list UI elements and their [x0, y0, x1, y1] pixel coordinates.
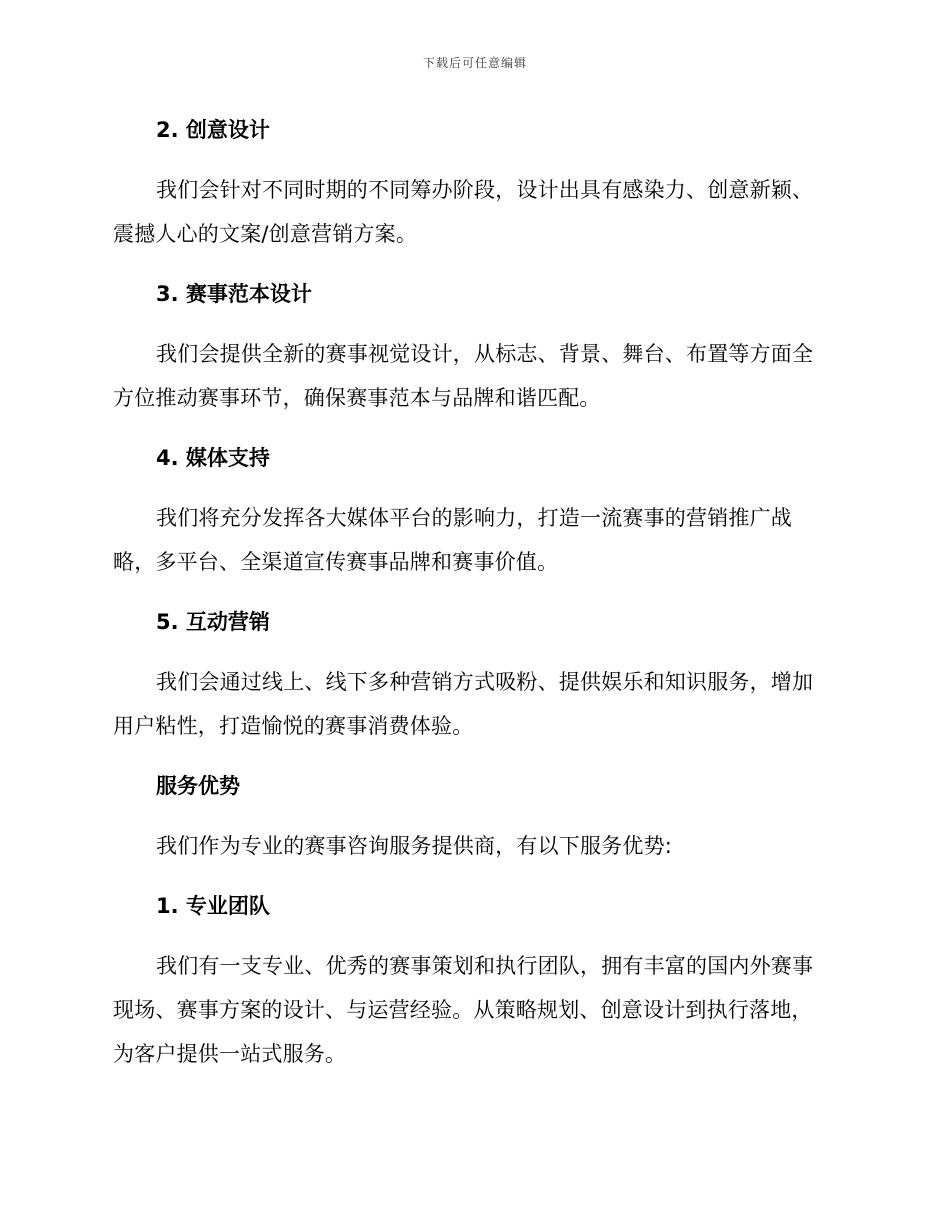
section-heading: 2. 创意设计 — [156, 118, 270, 142]
document-body — [113, 112, 833, 1076]
section-creative-design — [113, 112, 833, 276]
section-service-advantages — [113, 768, 833, 888]
section-paragraph: 我们会提供全新的赛事视觉设计，从标志、背景、舞台、布置等方面全方位推动赛事环节，确保赛事范本与品牌和谐匹配。 — [113, 342, 814, 410]
section-heading: 服务优势 — [156, 774, 240, 798]
section-paragraph: 我们将充分发挥各大媒体平台的影响力，打造一流赛事的营销推广战略，多平台、全渠道宣传赛事品牌和赛事价值。 — [113, 506, 792, 574]
header-note: 下载后可任意编辑 — [422, 56, 527, 70]
section-paragraph: 我们作为专业的赛事咨询服务提供商，有以下服务优势: — [156, 834, 673, 858]
section-paragraph: 我们有一支专业、优秀的赛事策划和执行团队，拥有丰富的国内外赛事现场、赛事方案的设计、与运营经验。从策略规划、创意设计到执行落地，为客户提供一站式服务。 — [113, 954, 814, 1066]
section-professional-team — [113, 888, 833, 1076]
section-paragraph: 我们会针对不同时期的不同筹办阶段，设计出具有感染力、创意新颖、震撼人心的文案/创意营销方案。 — [113, 178, 814, 246]
section-interactive-marketing — [113, 604, 833, 768]
section-event-template-design — [113, 276, 833, 440]
section-heading: 1. 专业团队 — [156, 894, 270, 918]
section-media-support — [113, 440, 833, 604]
section-paragraph: 我们会通过线上、线下多种营销方式吸粉、提供娱乐和知识服务，增加用户粘性，打造愉悦的赛事消费体验。 — [113, 670, 814, 738]
section-heading: 3. 赛事范本设计 — [156, 282, 312, 306]
section-heading: 5. 互动营销 — [156, 610, 270, 634]
section-heading: 4. 媒体支持 — [156, 446, 270, 470]
